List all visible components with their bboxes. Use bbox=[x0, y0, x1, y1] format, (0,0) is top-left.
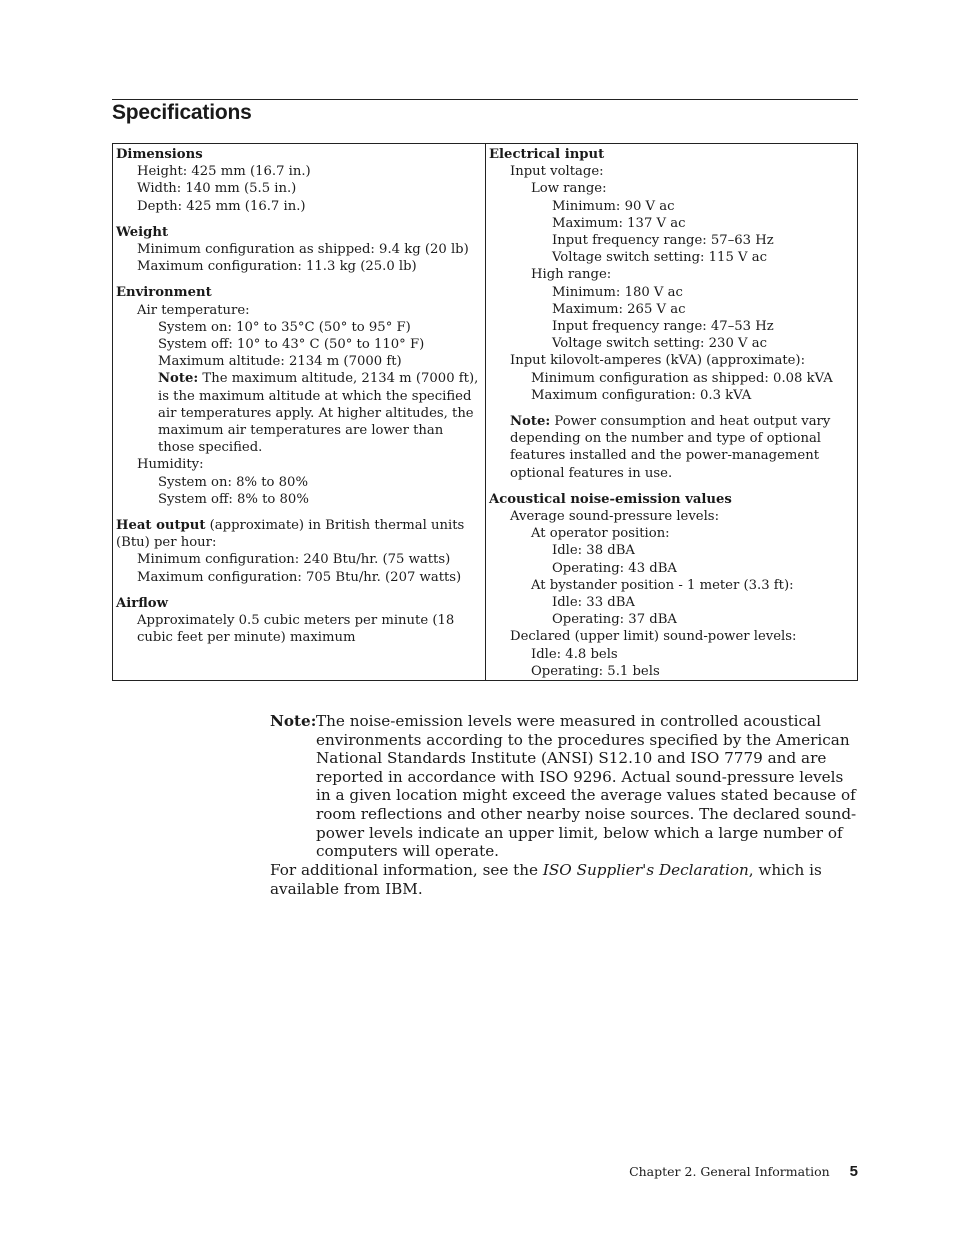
additional-info-paragraph bbox=[270, 861, 850, 898]
heat-output-heading-rest: (approximate) in British thermal units (Btu) per hour: bbox=[116, 518, 465, 551]
page-number: 5 bbox=[849, 1163, 858, 1180]
environment-heading: Environment bbox=[116, 285, 212, 301]
humidity-on: System on: 8% to 80% bbox=[158, 474, 308, 490]
high-range-label: High range: bbox=[531, 267, 612, 283]
air-temperature-label: Air temperature: bbox=[137, 302, 250, 318]
altitude-note bbox=[116, 370, 482, 456]
power-note bbox=[489, 413, 854, 482]
high-range-frequency: Input frequency range: 47–53 Hz bbox=[552, 319, 774, 335]
system-off-temp: System off: 10° to 43° C (50° to 110° F) bbox=[158, 337, 425, 353]
low-range-frequency: Input frequency range: 57–63 Hz bbox=[552, 233, 774, 249]
bystander-position-label: At bystander position - 1 meter (3.3 ft): bbox=[531, 577, 794, 593]
bystander-operating: Operating: 37 dBA bbox=[552, 612, 677, 628]
electrical-input-section bbox=[489, 146, 854, 404]
page-title: Specifications bbox=[112, 101, 252, 124]
weight-min: Minimum configuration as shipped: 9.4 kg (20 lb) bbox=[137, 242, 469, 258]
electrical-input-heading: Electrical input bbox=[489, 147, 605, 162]
iso-declaration-title: ISO Supplier's Declaration bbox=[542, 861, 749, 879]
acoustical-heading: Acoustical noise-emission values bbox=[489, 491, 732, 507]
low-range-switch: Voltage switch setting: 115 V ac bbox=[552, 250, 767, 266]
max-altitude: Maximum altitude: 2134 m (7000 ft) bbox=[158, 354, 402, 370]
low-range-label: Low range: bbox=[531, 181, 607, 197]
kva-label: Input kilovolt-amperes (kVA) (approximate): bbox=[510, 353, 806, 369]
specifications-table bbox=[112, 143, 858, 681]
declared-operating: Operating: 5.1 bels bbox=[531, 663, 660, 679]
additional-info-before: For additional information, see the bbox=[270, 861, 543, 879]
power-note-label: Note: bbox=[510, 414, 551, 430]
heat-output-heading-line bbox=[116, 517, 482, 551]
note-text: The noise-emission levels were measured in controlled acoustical environments according to the procedures specified by the American National Standards Institute (ANSI) S12.10 and ISO 7779 and are reported in accordance with ISO 9296. Actual sound-pressure levels in a given location might exceed the average values stated because of room reflections and other nearby noise sources. The declared sound-power levels indicate an upper limit, below which a large number of computers will operate. bbox=[316, 712, 857, 861]
low-range-min: Minimum: 90 V ac bbox=[552, 198, 675, 214]
power-note-text: Power consumption and heat output vary depending on the number and type of optional features installed and the power-management optional features in use. bbox=[510, 414, 831, 481]
noise-emission-note bbox=[270, 712, 860, 861]
kva-min: Minimum configuration as shipped: 0.08 kVA bbox=[531, 370, 833, 386]
high-range-switch: Voltage switch setting: 230 V ac bbox=[552, 336, 767, 352]
kva-max: Maximum configuration: 0.3 kVA bbox=[531, 387, 752, 403]
footer-chapter: Chapter 2. General Information bbox=[629, 1164, 830, 1179]
weight-heading: Weight bbox=[116, 224, 169, 240]
heat-output-heading: Heat output bbox=[116, 518, 206, 534]
operator-idle: Idle: 38 dBA bbox=[552, 543, 635, 559]
altitude-note-text: The maximum altitude, 2134 m (7000 ft), is the maximum altitude at which the specified air temperatures apply. At higher altitudes, the maximum air temperatures are lower than those specified. bbox=[158, 371, 479, 456]
declared-idle: Idle: 4.8 bels bbox=[531, 646, 618, 662]
title-rule bbox=[112, 99, 858, 100]
low-range-max: Maximum: 137 V ac bbox=[552, 215, 686, 231]
page-footer bbox=[629, 1163, 858, 1180]
note-label: Note: bbox=[270, 712, 317, 730]
weight-section bbox=[116, 224, 482, 276]
bystander-idle: Idle: 33 dBA bbox=[552, 595, 635, 611]
input-voltage-label: Input voltage: bbox=[510, 164, 604, 180]
high-range-min: Minimum: 180 V ac bbox=[552, 284, 683, 300]
airflow-text: Approximately 0.5 cubic meters per minute (18 cubic feet per minute) maximum bbox=[137, 613, 455, 646]
specifications-left-column bbox=[113, 144, 486, 680]
additional-info-after: , which is available from IBM. bbox=[270, 861, 822, 898]
humidity-label: Humidity: bbox=[137, 457, 204, 473]
system-on-temp: System on: 10° to 35°C (50° to 95° F) bbox=[158, 319, 411, 335]
airflow-heading: Airflow bbox=[116, 595, 168, 611]
dimensions-heading: Dimensions bbox=[116, 147, 203, 162]
average-sound-pressure-label: Average sound-pressure levels: bbox=[510, 509, 720, 525]
dimensions-section bbox=[116, 146, 482, 215]
weight-max: Maximum configuration: 11.3 kg (25.0 lb) bbox=[137, 259, 417, 275]
heat-output-min: Minimum configuration: 240 Btu/hr. (75 watts) bbox=[137, 552, 451, 568]
heat-output-max: Maximum configuration: 705 Btu/hr. (207 watts) bbox=[137, 569, 462, 585]
specifications-right-column bbox=[486, 144, 857, 680]
width-value: Width: 140 mm (5.5 in.) bbox=[137, 181, 297, 197]
high-range-max: Maximum: 265 V ac bbox=[552, 301, 686, 317]
humidity-off: System off: 8% to 80% bbox=[158, 491, 309, 507]
altitude-note-label: Note: bbox=[158, 371, 199, 387]
height-value: Height: 425 mm (16.7 in.) bbox=[137, 164, 311, 180]
acoustical-section bbox=[489, 491, 854, 680]
airflow-section bbox=[116, 595, 482, 647]
environment-section bbox=[116, 284, 482, 508]
declared-sound-power-label: Declared (upper limit) sound-power levels: bbox=[510, 629, 797, 645]
operator-operating: Operating: 43 dBA bbox=[552, 560, 677, 576]
depth-value: Depth: 425 mm (16.7 in.) bbox=[137, 198, 306, 214]
operator-position-label: At operator position: bbox=[531, 526, 670, 542]
heat-output-section bbox=[116, 517, 482, 586]
